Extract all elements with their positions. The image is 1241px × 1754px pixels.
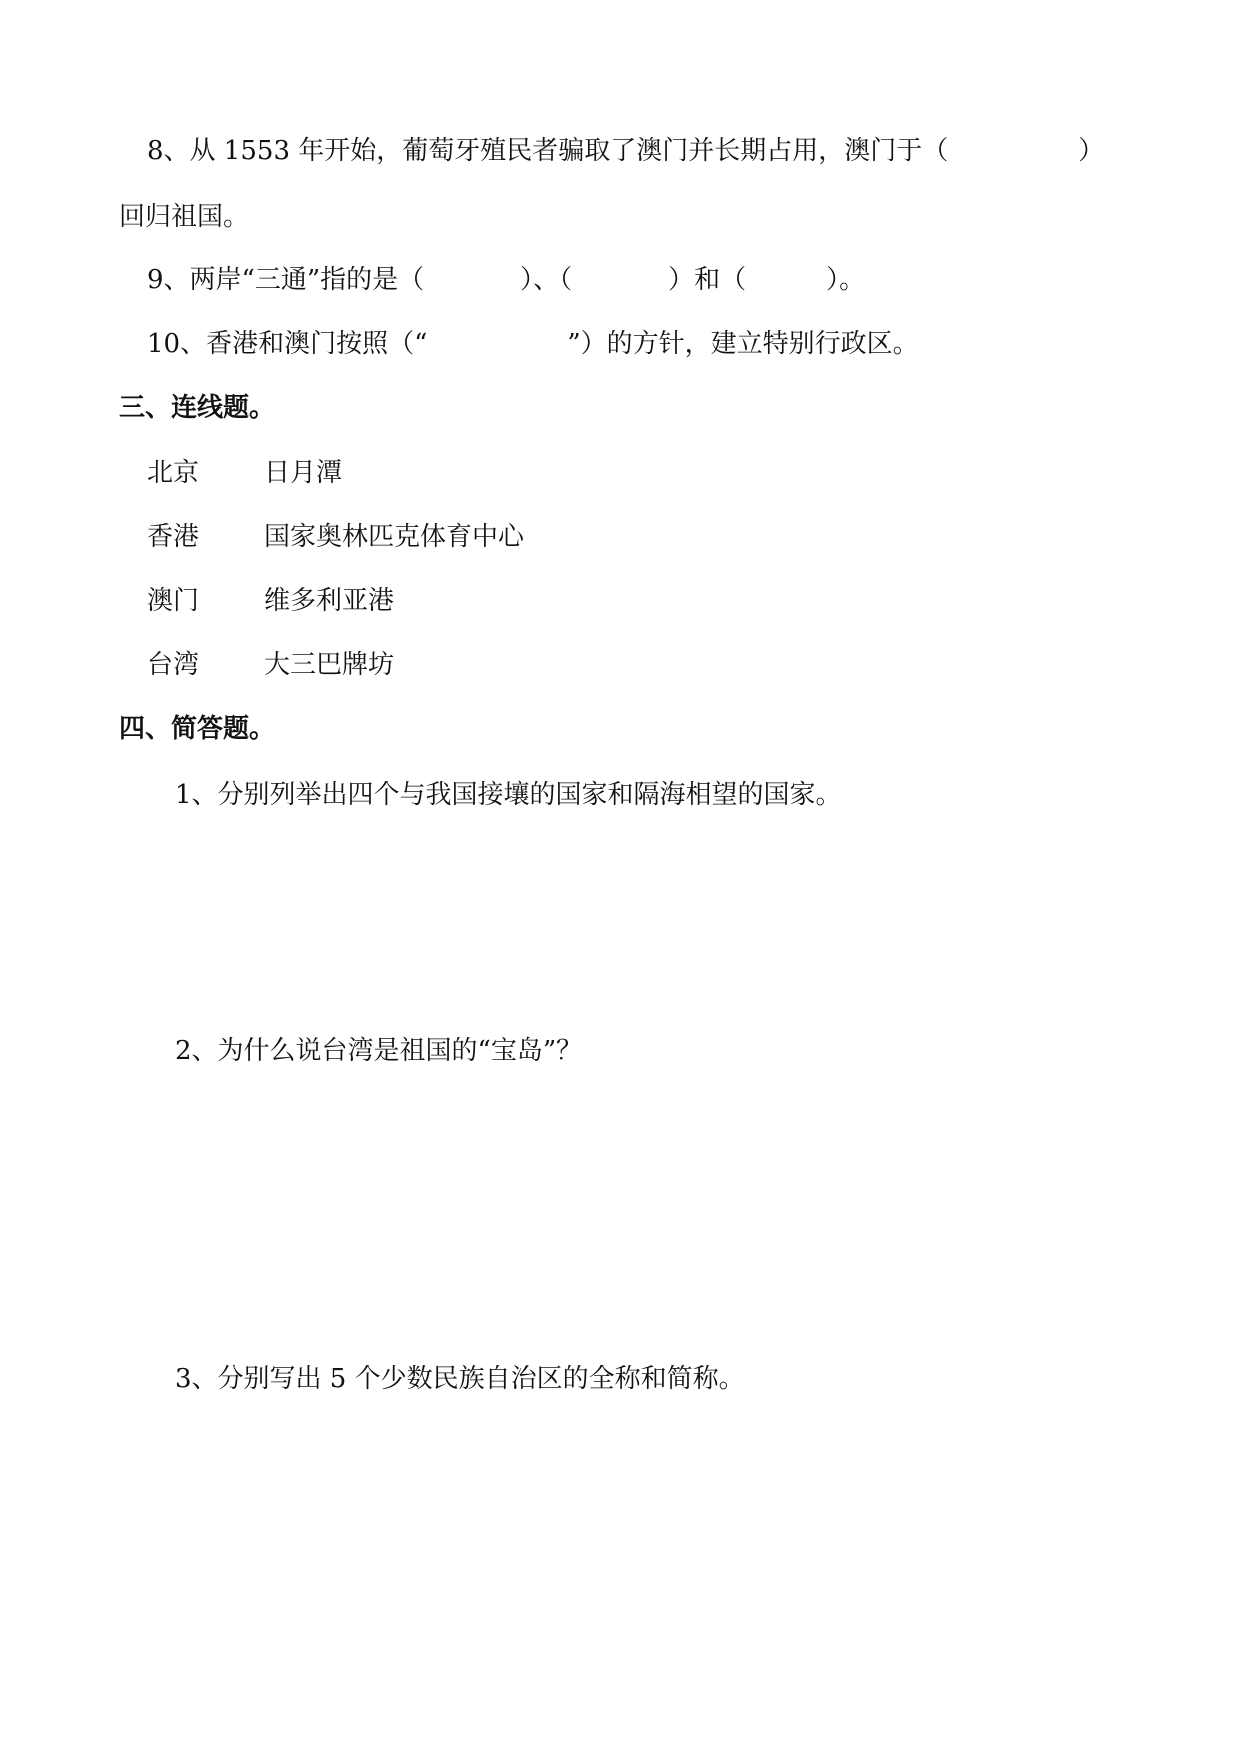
question-8-number: 8、	[147, 136, 190, 166]
matching-place[interactable]: 澳门	[147, 586, 200, 616]
matching-place[interactable]: 北京	[147, 458, 200, 488]
matching-place[interactable]: 香港	[147, 522, 200, 552]
matching-landmark[interactable]: 国家奥林匹克体育中心	[264, 522, 525, 552]
question-8-continuation: 回归祖国。	[119, 202, 250, 232]
section-4-heading: 四、简答题。	[119, 714, 276, 744]
question-9-text-a: 两岸“三通”指的是（	[189, 265, 425, 295]
matching-landmark[interactable]: 日月潭	[264, 458, 343, 488]
question-10-text-before: 香港和澳门按照（“	[206, 329, 428, 359]
question-10-text-after: ”）的方针，建立特别行政区。	[567, 329, 919, 359]
short-answer-question-3: 3、分别写出 5 个少数民族自治区的全称和简称。	[175, 1364, 745, 1394]
question-9-text-b: ）、（	[520, 265, 573, 295]
question-9-text-c: ）和（	[668, 265, 747, 295]
question-8-close-paren: ）	[1078, 136, 1105, 166]
matching-place[interactable]: 台湾	[147, 650, 200, 680]
question-9	[147, 263, 865, 297]
matching-landmark[interactable]: 维多利亚港	[264, 586, 395, 616]
question-8-text: 从 1553 年开始，葡萄牙殖民者骗取了澳门并长期占用，澳门于（	[189, 136, 949, 166]
question-8	[147, 134, 1104, 168]
question-9-number: 9、	[147, 265, 190, 295]
section-3-heading: 三、连线题。	[119, 393, 276, 423]
question-9-text-d: ）。	[826, 265, 866, 295]
question-10-number: 10、	[147, 329, 207, 359]
matching-landmark[interactable]: 大三巴牌坊	[264, 650, 395, 680]
short-answer-question-1: 1、分别列举出四个与我国接壤的国家和隔海相望的国家。	[175, 780, 842, 810]
short-answer-question-2: 2、为什么说台湾是祖国的“宝岛”？	[175, 1036, 583, 1066]
question-10	[147, 327, 919, 361]
